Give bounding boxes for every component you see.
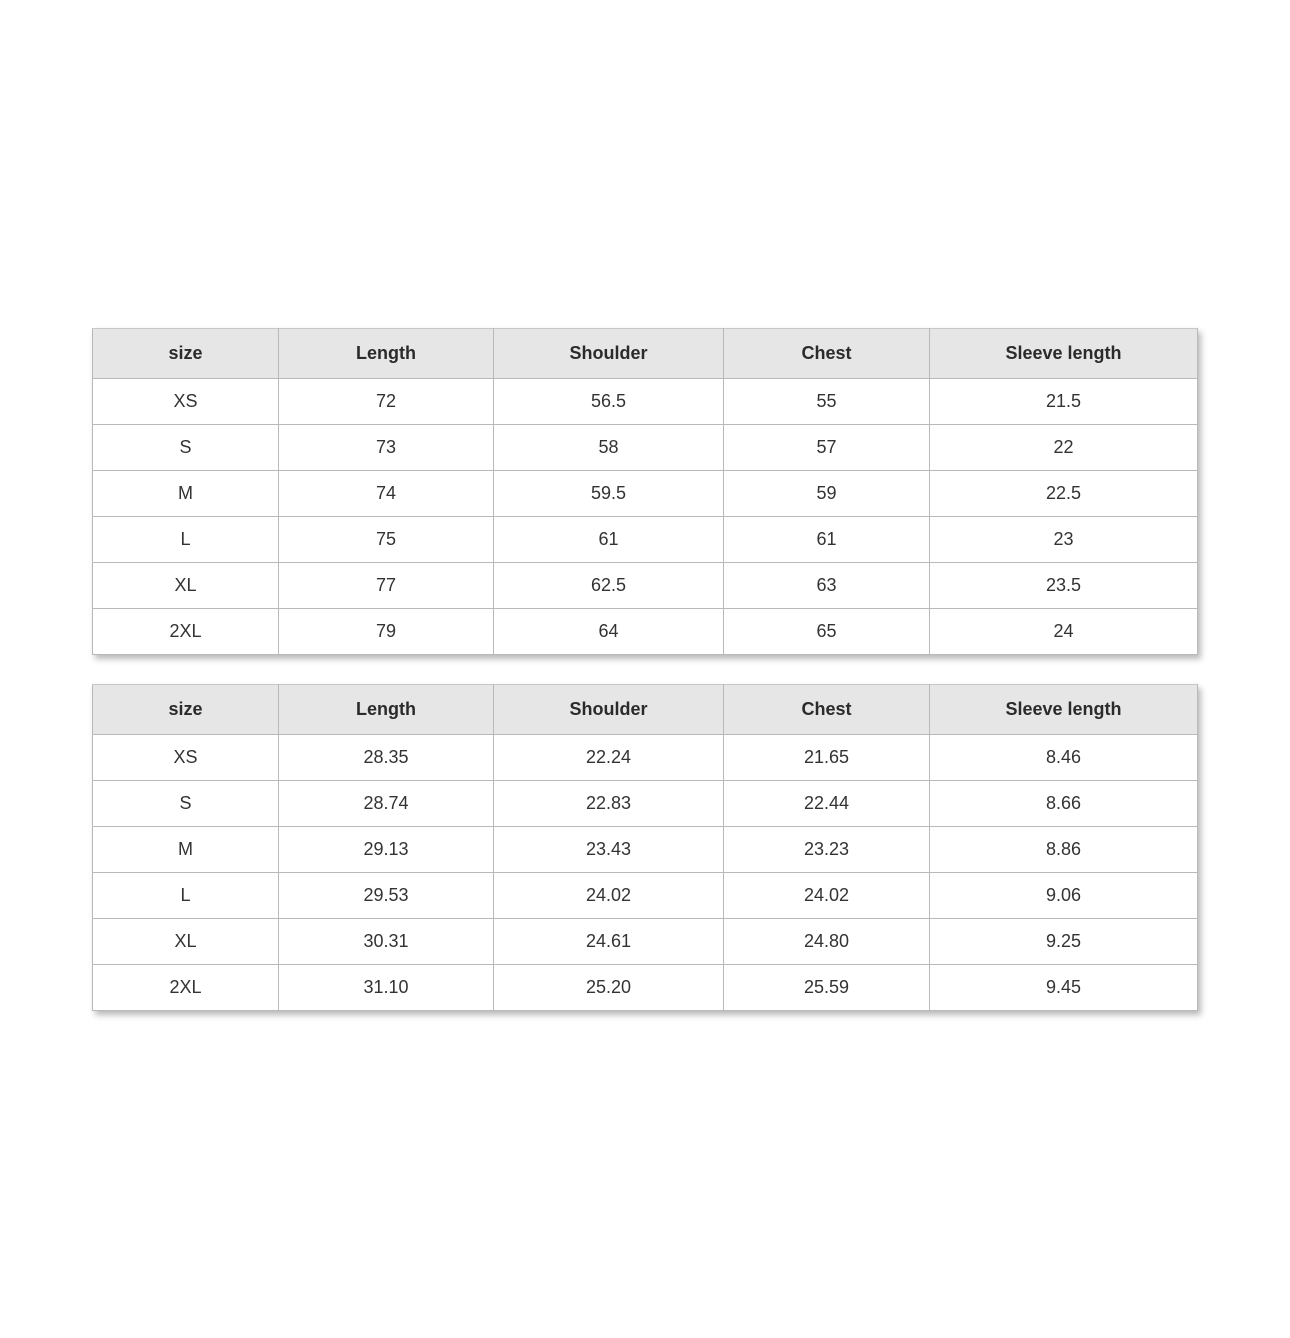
length-cell: 28.35 bbox=[279, 735, 494, 781]
table-row bbox=[93, 827, 1198, 873]
chest-cell: 61 bbox=[724, 517, 930, 563]
chest-cell: 22.44 bbox=[724, 781, 930, 827]
sleeve-length-cell: 23 bbox=[930, 517, 1198, 563]
size-cell: M bbox=[93, 827, 279, 873]
shoulder-cell: 22.83 bbox=[494, 781, 724, 827]
table-header-row bbox=[93, 685, 1198, 735]
shoulder-cell: 59.5 bbox=[494, 471, 724, 517]
table-header-row bbox=[93, 329, 1198, 379]
sleeve-length-cell: 9.45 bbox=[930, 965, 1198, 1011]
table-row bbox=[93, 609, 1198, 655]
size-cell: S bbox=[93, 425, 279, 471]
column-header-size: size bbox=[93, 685, 279, 735]
size-cell: XS bbox=[93, 735, 279, 781]
table-row bbox=[93, 517, 1198, 563]
table-row bbox=[93, 919, 1198, 965]
length-cell: 29.53 bbox=[279, 873, 494, 919]
column-header-shoulder: Shoulder bbox=[494, 685, 724, 735]
shoulder-cell: 25.20 bbox=[494, 965, 724, 1011]
chest-cell: 57 bbox=[724, 425, 930, 471]
length-cell: 29.13 bbox=[279, 827, 494, 873]
chest-cell: 24.02 bbox=[724, 873, 930, 919]
chest-cell: 55 bbox=[724, 379, 930, 425]
sleeve-length-cell: 8.66 bbox=[930, 781, 1198, 827]
size-cell: L bbox=[93, 517, 279, 563]
column-header-sleeve-length: Sleeve length bbox=[930, 685, 1198, 735]
table-row bbox=[93, 563, 1198, 609]
chest-cell: 23.23 bbox=[724, 827, 930, 873]
sleeve-length-cell: 21.5 bbox=[930, 379, 1198, 425]
sleeve-length-cell: 9.06 bbox=[930, 873, 1198, 919]
table-row bbox=[93, 873, 1198, 919]
size-cell: XL bbox=[93, 563, 279, 609]
length-cell: 72 bbox=[279, 379, 494, 425]
column-header-length: Length bbox=[279, 685, 494, 735]
table-row bbox=[93, 379, 1198, 425]
size-cell: 2XL bbox=[93, 609, 279, 655]
shoulder-cell: 56.5 bbox=[494, 379, 724, 425]
size-cell: XS bbox=[93, 379, 279, 425]
table-row bbox=[93, 425, 1198, 471]
column-header-sleeve-length: Sleeve length bbox=[930, 329, 1198, 379]
length-cell: 79 bbox=[279, 609, 494, 655]
size-cell: S bbox=[93, 781, 279, 827]
length-cell: 75 bbox=[279, 517, 494, 563]
sleeve-length-cell: 23.5 bbox=[930, 563, 1198, 609]
shoulder-cell: 24.02 bbox=[494, 873, 724, 919]
size-chart-table bbox=[92, 328, 1198, 655]
size-cell: 2XL bbox=[93, 965, 279, 1011]
sleeve-length-cell: 9.25 bbox=[930, 919, 1198, 965]
length-cell: 31.10 bbox=[279, 965, 494, 1011]
sleeve-length-cell: 8.86 bbox=[930, 827, 1198, 873]
column-header-shoulder: Shoulder bbox=[494, 329, 724, 379]
shoulder-cell: 58 bbox=[494, 425, 724, 471]
chest-cell: 59 bbox=[724, 471, 930, 517]
size-cell: L bbox=[93, 873, 279, 919]
column-header-size: size bbox=[93, 329, 279, 379]
chest-cell: 24.80 bbox=[724, 919, 930, 965]
length-cell: 77 bbox=[279, 563, 494, 609]
shoulder-cell: 22.24 bbox=[494, 735, 724, 781]
sleeve-length-cell: 24 bbox=[930, 609, 1198, 655]
chest-cell: 63 bbox=[724, 563, 930, 609]
size-cell: XL bbox=[93, 919, 279, 965]
shoulder-cell: 24.61 bbox=[494, 919, 724, 965]
shoulder-cell: 62.5 bbox=[494, 563, 724, 609]
chest-cell: 65 bbox=[724, 609, 930, 655]
table-row bbox=[93, 965, 1198, 1011]
column-header-chest: Chest bbox=[724, 685, 930, 735]
chest-cell: 25.59 bbox=[724, 965, 930, 1011]
column-header-length: Length bbox=[279, 329, 494, 379]
length-cell: 30.31 bbox=[279, 919, 494, 965]
shoulder-cell: 61 bbox=[494, 517, 724, 563]
chest-cell: 21.65 bbox=[724, 735, 930, 781]
size-cell: M bbox=[93, 471, 279, 517]
length-cell: 28.74 bbox=[279, 781, 494, 827]
sleeve-length-cell: 22.5 bbox=[930, 471, 1198, 517]
sleeve-length-cell: 22 bbox=[930, 425, 1198, 471]
length-cell: 73 bbox=[279, 425, 494, 471]
shoulder-cell: 23.43 bbox=[494, 827, 724, 873]
shoulder-cell: 64 bbox=[494, 609, 724, 655]
table-row bbox=[93, 471, 1198, 517]
table-row bbox=[93, 735, 1198, 781]
sleeve-length-cell: 8.46 bbox=[930, 735, 1198, 781]
column-header-chest: Chest bbox=[724, 329, 930, 379]
length-cell: 74 bbox=[279, 471, 494, 517]
table-row bbox=[93, 781, 1198, 827]
size-chart-table bbox=[92, 684, 1198, 1011]
